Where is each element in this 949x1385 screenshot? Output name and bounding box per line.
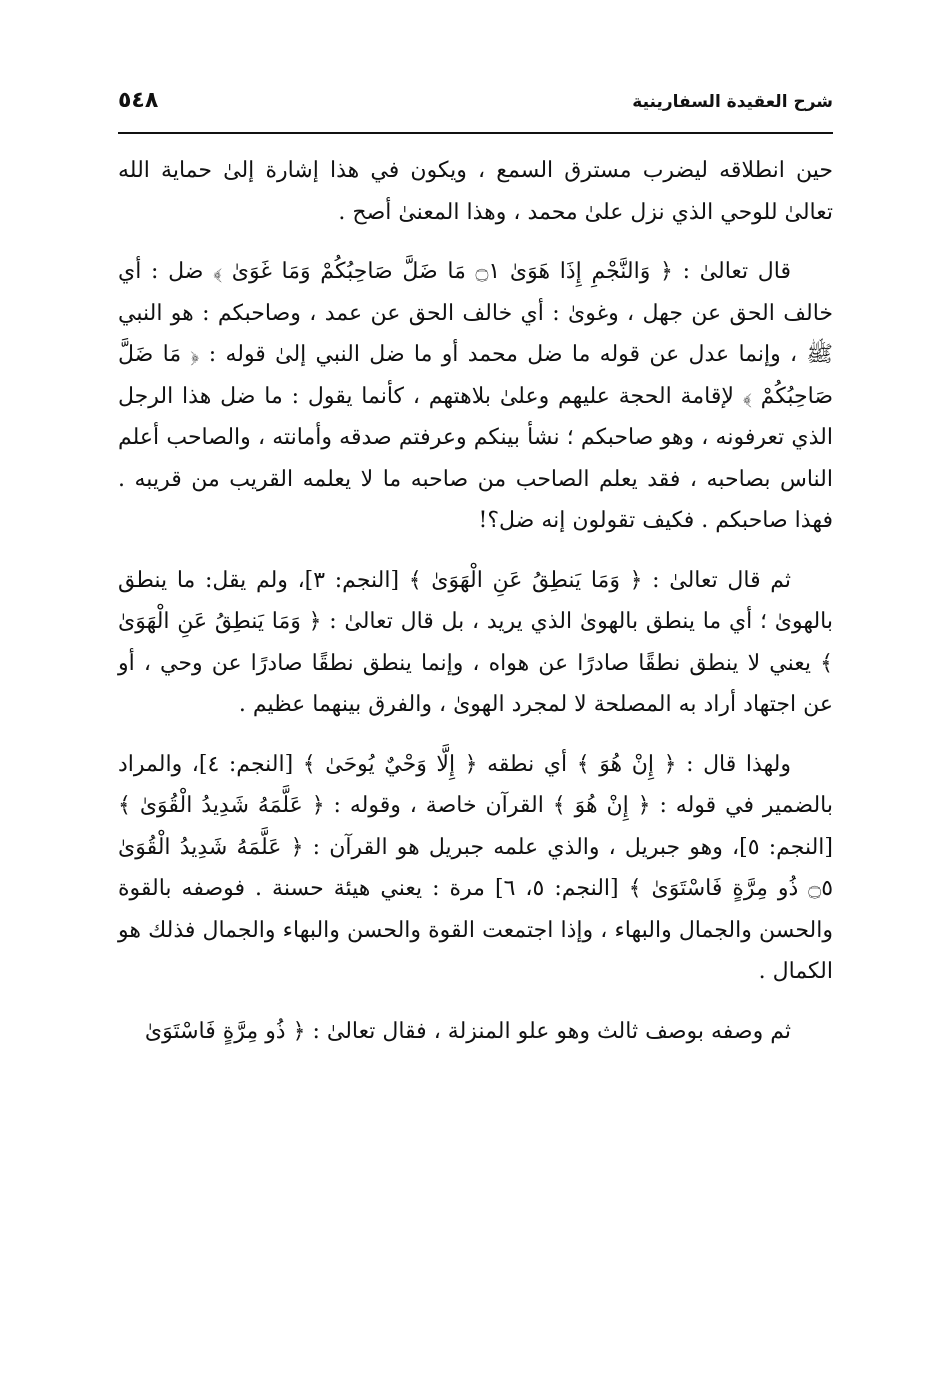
header-title: شرح العقيدة السفارينية [632, 92, 833, 112]
paragraph: ثم قال تعالىٰ : ﴿ وَمَا يَنطِقُ عَنِ الْهَوَىٰ ﴾ [النجم: ٣]، ولم يقل: ما ينطق بالهوىٰ ؛ أي ما ينطق بالهوىٰ الذي يريد ، بل قال تعالىٰ : ﴿ وَمَا يَنطِقُ عَنِ الْهَوَىٰ ﴾ يعني لا ينطق نطقًا صادرًا عن هواه ، وإنما ينطق نطقًا صادرًا عن وحي ، أو عن اجتهاد أراد به المصلحة لا لمجرد الهوىٰ ، والفرق بينهما عظيم . [118, 567, 833, 717]
paragraph: ثم وصفه بوصف ثالث وهو علو المنزلة ، فقال تعالىٰ : ﴿ ذُو مِرَّةٍ فَاسْتَوَىٰ [144, 1018, 791, 1044]
running-header [118, 88, 833, 122]
paragraph: ولهذا قال : ﴿ إِنْ هُوَ ﴾ أي نطقه ﴿ إِلَّا وَحْيٌ يُوحَىٰ ﴾ [النجم: ٤]، والمراد بالضمير في قوله : ﴿ إِنْ هُوَ ﴾ القرآن خاصة ، وقوله : ﴿ عَلَّمَهُ شَدِيدُ الْقُوَىٰ ﴾ [النجم: ٥]، وهو جبريل ، والذي علمه جبريل هو القرآن : ﴿ عَلَّمَهُ شَدِيدُ الْقُوَىٰ ۝٥ ذُو مِرَّةٍ فَاسْتَوَىٰ ﴾ [النجم: ٥، ٦] مرة : يعني هيئة حسنة . فوصفه بالقوة والحسن والجمال والبهاء ، وإذا اجتمعت القوة والحسن والبهاء والجمال فذلك هو الكمال . [118, 751, 834, 984]
paragraph: حين انطلاقه ليضرب مسترق السمع ، ويكون في هذا إشارة إلىٰ حماية الله تعالىٰ للوحي الذي نزل علىٰ محمد ، وهذا المعنىٰ أصح . [118, 158, 833, 225]
page-body [118, 150, 833, 1070]
page-number: ٥٤٨ [118, 88, 159, 113]
header-rule [118, 132, 833, 134]
paragraph: قال تعالىٰ : ﴿ وَالنَّجْمِ إِذَا هَوَىٰ ۝١ مَا ضَلَّ صَاحِبُكُمْ وَمَا غَوَىٰ ﴾ ضل : أي خالف الحق عن جهل ، وغوىٰ : أي خالف الحق عن عمد ، وصاحبكم : هو النبي ﷺ ، وإنما عدل عن قوله ما ضل محمد أو ما ضل النبي إلىٰ قوله : ﴿ مَا ضَلَّ صَاحِبُكُمْ ﴾ لإقامة الحجة عليهم وعلىٰ بلاهتهم ، كأنما يقول : ما ضل هذا الرجل الذي تعرفونه ، وهو صاحبكم ؛ نشأ بينكم وعرفتم صدقه وأمانته ، والصاحب أعلم الناس بصاحبه ، فقد يعلم الصاحب من صاحبه ما لا يعلمه القريب من قريبه . فهذا صاحبكم . فكيف تقولون إنه ضل؟! [118, 259, 833, 533]
